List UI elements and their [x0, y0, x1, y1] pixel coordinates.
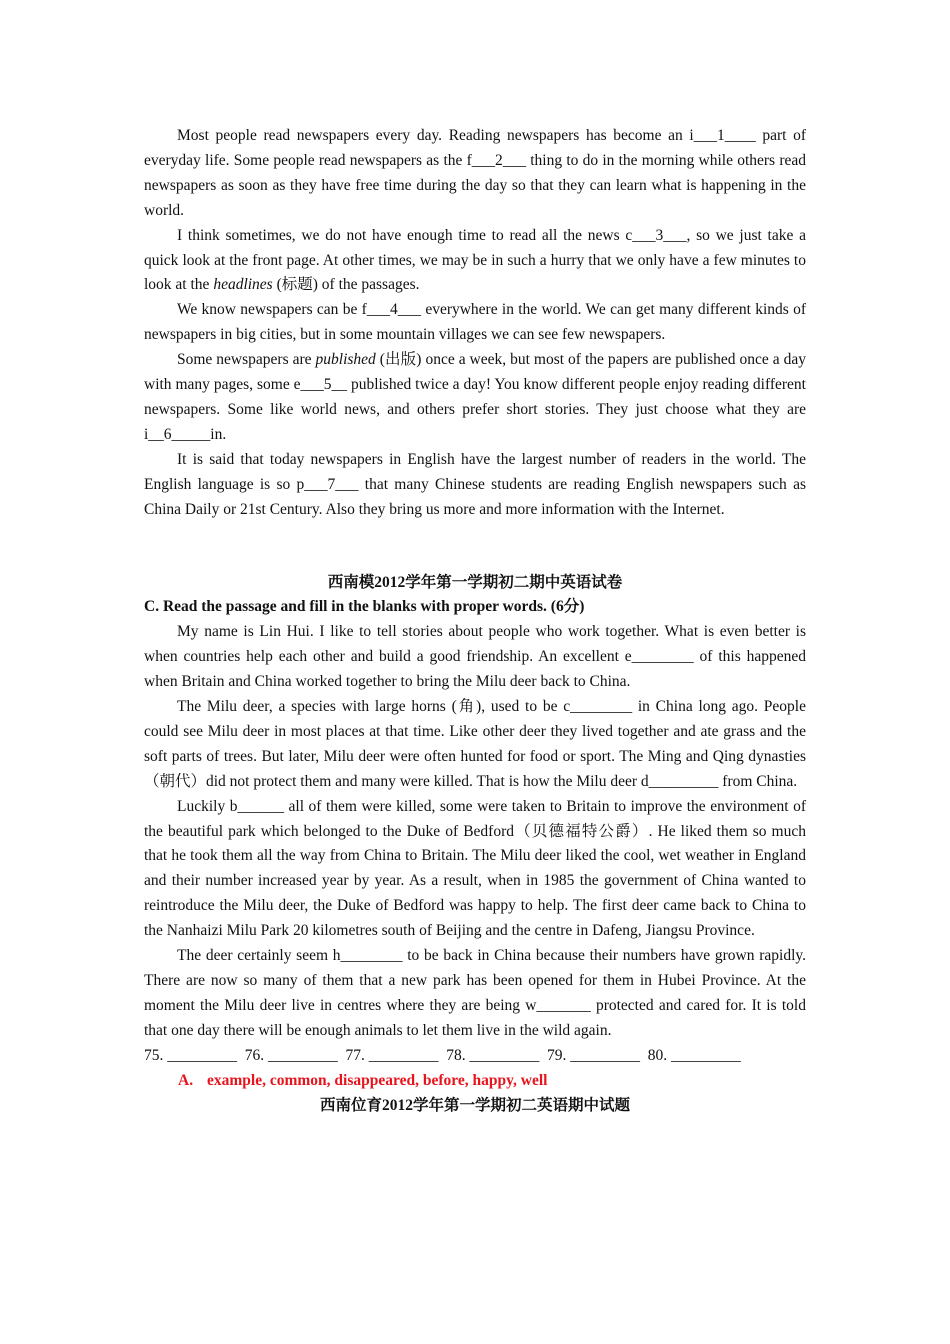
- answer-key: [144, 1069, 806, 1094]
- passage-1: [144, 124, 806, 523]
- italic-term: published: [315, 351, 376, 369]
- answer-key-letter: A.: [178, 1071, 194, 1089]
- passage-2-paragraph: My name is Lin Hui. I like to tell stories about people who work together. What is even better is when countries help each other and build a good friendship. An excellent e________ of this happened when Britain and China worked together to bring the Milu deer back to China.: [144, 623, 806, 691]
- answer-blanks: 75. _________ 76. _________ 77. _________ 78. _________ 79. _________ 80. _________: [144, 1046, 741, 1064]
- italic-term: headlines: [213, 276, 273, 294]
- passage-1-paragraph: Some newspapers are published (出版) once a week, but most of the papers are published once a day with many pages, some e___5__ published twice a day! You know different people enjoy reading different newspapers. Some like world news, and others prefer short stories. They just choose what they are i__6_____in.: [144, 351, 806, 443]
- section-c: [144, 571, 806, 1119]
- exam-title-2: 西南位育2012学年第一学期初二英语期中试题: [319, 1096, 630, 1114]
- passage-2-paragraph: The deer certainly seem h________ to be back in China because their numbers have grown rapidly. There are now so many of them that a new park has been opened for them in Hubei Province. At the moment the Milu deer live in centres where they are being w_______ protected and cared for. It is told that one day there will be enough animals to let them live in the wild again.: [144, 947, 806, 1039]
- answer-key-text: example, common, disappeared, before, happy, well: [207, 1071, 548, 1089]
- passage-2-paragraph: The Milu deer, a species with large horns (角), used to be c________ in China long ago. People could see Milu deer in most places at that time. Like other deer they lived together and ate grass and the soft parts of trees. But later, Milu deer were often hunted for food or sport. The Ming and Qing dynasties（朝代）did not protect them and many were killed. That is how the Milu deer d_________ from China.: [144, 698, 806, 790]
- section-c-heading: C. Read the passage and fill in the blanks with proper words. (6分): [144, 598, 585, 616]
- passage-1-paragraph: It is said that today newspapers in English have the largest number of readers in the world. The English language is so p___7___ that many Chinese students are reading English newspapers such as China Daily or 21st Century. Also they bring us more and more information with the Internet.: [144, 450, 806, 518]
- passage-2-paragraph: Luckily b______ all of them were killed, some were taken to Britain to improve the environment of the beautiful park which belonged to the Duke of Bedford（贝德福特公爵）. He liked them so much that he took them all the way from China to Britain. The Milu deer liked the cool, wet weather in England and their number increased year by year. As a result, when in 1985 the government of China wanted to reintroduce the Milu deer, the Duke of Bedford was happy to help. The first deer came back to China to the Nanhaizi Milu Park 20 kilometres south of Beijing and the centre in Dafeng, Jiangsu Province.: [144, 797, 806, 940]
- document-page: [144, 124, 806, 1118]
- passage-1-paragraph: Most people read newspapers every day. Reading newspapers has become an i___1____ part of everyday life. Some people read newspapers as the f___2___ thing to do in the morning while others read newspapers as soon as they have free time during the day so that they can learn what is happening in the world.: [144, 127, 806, 219]
- passage-1-paragraph: I think sometimes, we do not have enough time to read all the news c___3___, so we just take a quick look at the front page. At other times, we may be in such a hurry that we only have a few minutes to look at the headlines (标题) of the passages.: [144, 226, 806, 294]
- exam-title: 西南模2012学年第一学期初二期中英语试卷: [327, 573, 623, 591]
- passage-1-paragraph: We know newspapers can be f___4___ everywhere in the world. We can get many different kinds of newspapers in big cities, but in some mountain villages we can see few newspapers.: [144, 301, 806, 344]
